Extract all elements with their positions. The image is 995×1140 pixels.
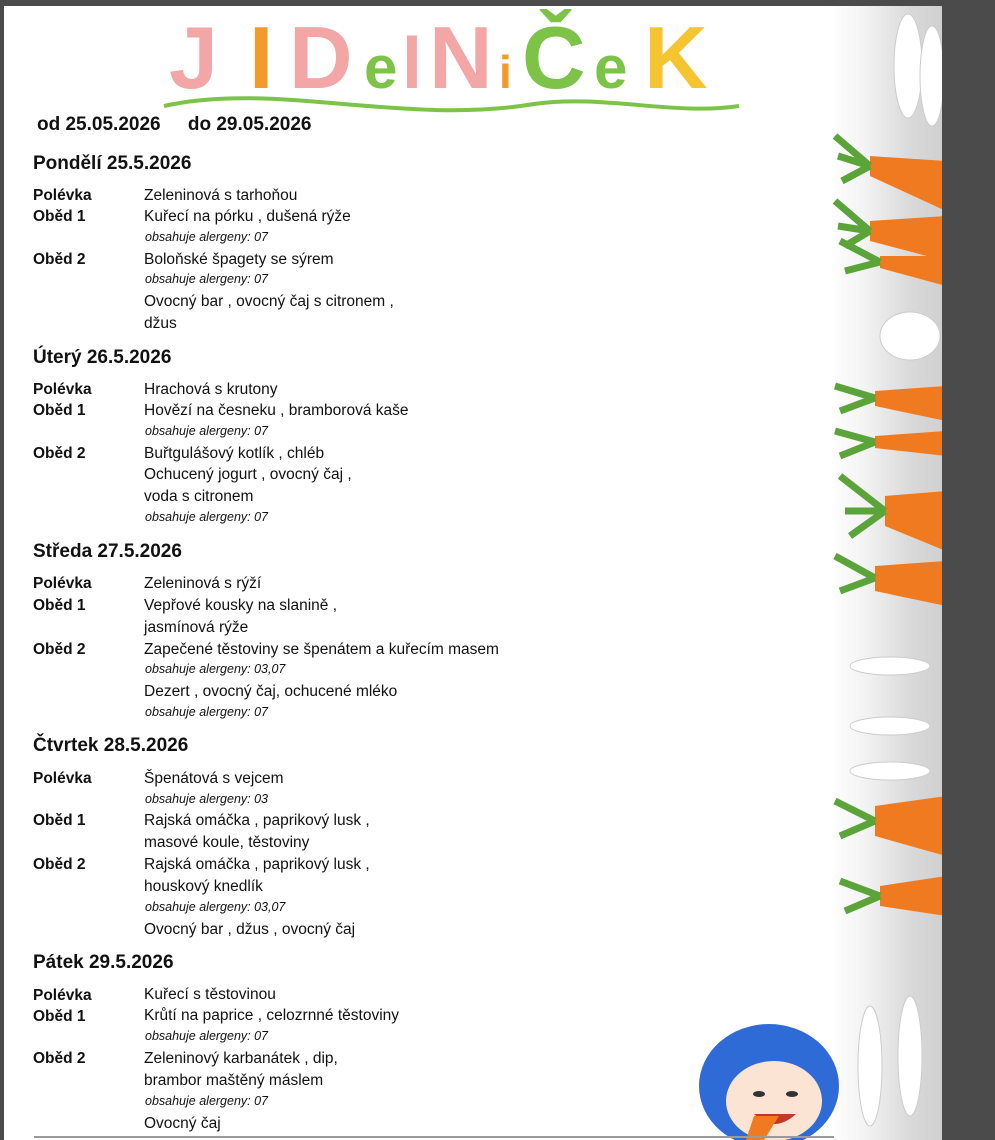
carrot-icons	[835, 136, 942, 916]
meal-label-soup: Polévka	[33, 770, 92, 787]
meal-label-lunch-2: Oběd 2	[33, 445, 86, 462]
page-bottom-divider	[34, 1136, 834, 1138]
meal-text: Vepřové kousky na slanině ,	[144, 597, 338, 614]
date-to: do 29.05.2026	[187, 114, 312, 135]
svg-text:K: K	[644, 8, 708, 107]
allergens-note: obsahuje alergeny: 07	[145, 1094, 269, 1108]
date-range	[37, 114, 333, 136]
meal-label-lunch-2: Oběd 2	[33, 251, 86, 268]
meal-text: Rajská omáčka , paprikový lusk ,	[144, 856, 370, 873]
meal-label-soup: Polévka	[33, 187, 92, 204]
meal-text: džus	[144, 315, 177, 332]
meal-text: Kuřecí s těstovinou	[144, 986, 276, 1003]
meal-text: Kuřecí na pórku , dušená rýže	[144, 208, 351, 225]
meal-text: Zeleninová s rýží	[144, 575, 262, 592]
meal-text: Rajská omáčka , paprikový lusk ,	[144, 812, 370, 829]
decorative-border	[830, 6, 942, 1140]
menu-page	[4, 6, 942, 1140]
meal-label-soup: Polévka	[33, 987, 92, 1004]
meal-text: masové koule, těstoviny	[144, 834, 310, 851]
allergens-note: obsahuje alergeny: 07	[145, 1029, 269, 1043]
meal-label-lunch-1: Oběd 1	[33, 597, 86, 614]
allergens-note: obsahuje alergeny: 07	[145, 424, 269, 438]
meal-text: Hovězí na česneku , bramborová kaše	[144, 402, 409, 419]
day-title: Pátek 29.5.2026	[33, 952, 174, 973]
meal-text: Ovocný čaj	[144, 1115, 221, 1132]
meal-label-lunch-1: Oběd 1	[33, 402, 86, 419]
meal-label-lunch-2: Oběd 2	[33, 1050, 86, 1067]
meal-text: Zeleninový karbanátek , dip,	[144, 1050, 338, 1067]
meal-text: Špenátová s vejcem	[144, 770, 284, 787]
meal-text: jasmínová rýže	[144, 619, 249, 636]
meal-text: Ovocný bar , džus , ovocný čaj	[144, 921, 356, 938]
svg-text:I: I	[249, 8, 274, 107]
svg-text:e: e	[594, 34, 628, 101]
meal-text: Zeleninová s tarhoňou	[144, 187, 298, 204]
meal-text: houskový knedlík	[144, 878, 263, 895]
meal-text: Zapečené těstoviny se špenátem a kuřecím masem	[144, 641, 499, 658]
jidelnicek-logo	[154, 6, 754, 116]
meal-text: brambor maštěný máslem	[144, 1072, 324, 1089]
svg-text:l: l	[402, 24, 423, 104]
svg-text:e: e	[364, 34, 398, 101]
allergens-note: obsahuje alergeny: 07	[145, 705, 269, 719]
bunny-ears-middle	[850, 312, 940, 780]
meal-label-lunch-2: Oběd 2	[33, 856, 86, 873]
girl-illustration	[684, 1006, 844, 1140]
day-title: Středa 27.5.2026	[33, 541, 182, 562]
meal-label-lunch-1: Oběd 1	[33, 1008, 86, 1025]
allergens-note: obsahuje alergeny: 07	[145, 272, 269, 286]
date-from: od 25.05.2026	[37, 114, 161, 135]
meal-text: Hrachová s krutony	[144, 381, 278, 398]
meal-text: Boloňské špagety se sýrem	[144, 251, 334, 268]
meal-label-lunch-1: Oběd 1	[33, 208, 86, 225]
allergens-note: obsahuje alergeny: 07	[145, 510, 269, 524]
day-title: Úterý 26.5.2026	[33, 347, 172, 368]
svg-text:i: i	[499, 46, 512, 98]
meal-text: Dezert , ovocný čaj, ochucené mléko	[144, 683, 398, 700]
meal-text: voda s citronem	[144, 488, 254, 505]
meal-label-soup: Polévka	[33, 381, 92, 398]
day-title: Pondělí 25.5.2026	[33, 153, 192, 174]
meal-text: Ovocný bar , ovocný čaj s citronem ,	[144, 293, 394, 310]
allergens-note: obsahuje alergeny: 03,07	[145, 662, 286, 676]
svg-text:D: D	[289, 8, 353, 107]
allergens-note: obsahuje alergeny: 03,07	[145, 900, 286, 914]
svg-text:N: N	[429, 8, 493, 107]
bunny-ears-bottom	[858, 996, 922, 1126]
meal-text: Buřtgulášový kotlík , chléb	[144, 445, 325, 462]
meal-label-soup: Polévka	[33, 575, 92, 592]
meal-label-lunch-2: Oběd 2	[33, 641, 86, 658]
allergens-note: obsahuje alergeny: 03	[145, 792, 269, 806]
svg-text:J: J	[169, 8, 218, 107]
bunny-ears-top	[894, 14, 942, 126]
carrots-bunnies-illustration	[830, 6, 942, 1140]
allergens-note: obsahuje alergeny: 07	[145, 230, 269, 244]
meal-text: Krůtí na paprice , celozrnné těstoviny	[144, 1007, 400, 1024]
svg-text:Č: Č	[522, 8, 586, 107]
day-title: Čtvrtek 28.5.2026	[33, 735, 189, 756]
meal-text: Ochucený jogurt , ovocný čaj ,	[144, 466, 352, 483]
meal-label-lunch-1: Oběd 1	[33, 812, 86, 829]
